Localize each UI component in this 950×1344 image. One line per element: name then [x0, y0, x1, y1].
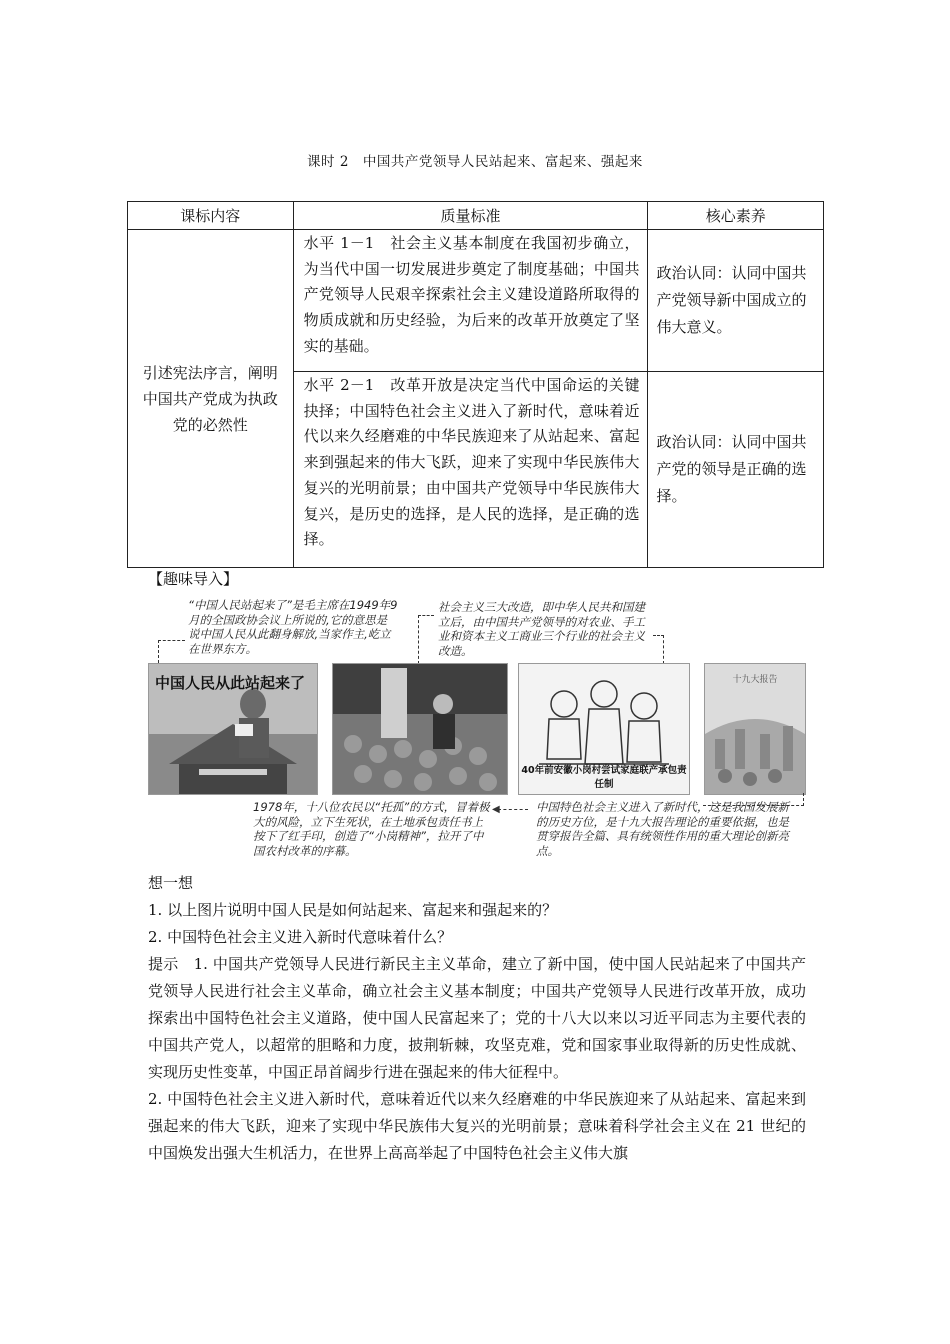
- question-2: 2. 中国特色社会主义进入新时代意味着什么？: [148, 928, 453, 946]
- caption-stand-up: “中国人民站起来了”是毛主席在1949年9月的全国政协会议上所说的,它的意思是说中国人民从此翻身解放,当家作主,屹立在世界东方。: [188, 598, 398, 656]
- arrow-connector: [418, 615, 434, 664]
- photo-title-text: 十九大报告: [732, 675, 778, 685]
- caption-new-era: 中国特色社会主义进入了新时代，这是我国发展新的历史方位，是十九大报告理论的重要依据，也是贯穿报告全篇、具有统领性作用的重大理论创新亮点。: [536, 800, 789, 858]
- answer-1: 提示 1. 中国共产党领导人民进行新民主主义革命，建立了新中国，使中国人民站起来了中国共产党领导人民进行社会主义革命，确立社会主义基本制度；中国共产党领导人民进行改革开放，成功探索出中国特色社会主义道路，使中国人民富起来了；党的十八大以来以习近平同志为主要代表的中国共产党人，以超常的胆略和力度，披荆斩棘，攻坚克难，党和国家事业取得新的历史性成就、实现历史性变革，中国正昂首阔步行进在强起来的伟大征程中。: [148, 955, 806, 1081]
- caption-xiaogang-spirit: 1978年，十八位农民以“托孤”的方式，冒着极大的风险，立下生死状，在土地承包责任书上按下了红手印，创造了“小岗精神”，拉开了中国农村改革的序幕。: [253, 800, 490, 858]
- answer-2: 2. 中国特色社会主义进入新时代，意味着近代以来久经磨难的中华民族迎来了从站起来、富起来到强起来的伟大飞跃，迎来了实现中华民族伟大复兴的光明前景；意味着科学社会主义在 21 世纪的中国焕发出强大生机活力，在世界上高高举起了中国特色社会主义伟大旗: [148, 1090, 806, 1162]
- header-core-literacy: 核心素养: [648, 202, 824, 230]
- quality-standard-cell: 水平 1－1 社会主义基本制度在我国初步确立，为当代中国一切发展进步奠定了制度基础；中国共产党领导人民艰辛探索社会主义建设道路所取得的物质成就和历史经验，为后来的改革开放奠定了坚实的基础。: [293, 230, 648, 372]
- lesson-title: 课时 2 中国共产党领导人民站起来、富起来、强起来: [307, 154, 643, 170]
- photo-title-text: 中国人民从此站起来了: [155, 674, 306, 692]
- question-1: 1. 以上图片说明中国人民是如何站起来、富起来和强起来的？: [148, 901, 558, 919]
- photo-founding-ceremony: [148, 663, 318, 795]
- arrow-connector: [158, 640, 185, 663]
- arrow-connector: [498, 809, 528, 810]
- think-section: [148, 870, 806, 1167]
- table-row: [128, 230, 824, 372]
- caption-socialist-transformation: 社会主义三大改造，即中华人民共和国建立后，由中国共产党领导的对农业、手工业和资本主义工商业三个行业的社会主义改造。: [438, 600, 645, 658]
- arrow-head-icon: ◀: [492, 804, 500, 815]
- crowd-image: [333, 664, 507, 794]
- intro-label: 【趣味导入】: [148, 570, 239, 588]
- core-literacy-cell: 政治认同：认同中国共产党的领导是正确的选择。: [648, 372, 824, 568]
- photo-crowd: [332, 663, 508, 795]
- think-heading: 想一想: [148, 874, 194, 892]
- photo-caption-text: 40年前安徽小岗村尝试家庭联产承包责任制: [521, 765, 687, 790]
- quality-standard-cell: 水平 2－1 改革开放是决定当代中国命运的关键抉择；中国特色社会主义进入了新时代，意味着近代以来久经磨难的中华民族迎来了从站起来、富起来到强起来的伟大飞跃，迎来了实现中华民族伟大复兴的光明前景；由中国共产党领导中华民族伟大复兴，是历史的选择，是人民的选择，是正确的选择。: [293, 372, 648, 568]
- core-literacy-cell: 政治认同：认同中国共产党领导新中国成立的伟大意义。: [648, 230, 824, 372]
- intro-figure: [148, 595, 808, 863]
- standards-table: [127, 201, 824, 568]
- table-header-row: [128, 202, 824, 230]
- header-quality-standard: 质量标准: [293, 202, 648, 230]
- photo-19th-congress: [704, 663, 806, 795]
- content-standard-cell: 引述宪法序言，阐明中国共产党成为执政党的必然性: [128, 230, 294, 568]
- arrow-connector: [653, 635, 664, 664]
- header-content-standard: 课标内容: [128, 202, 294, 230]
- photo-xiaogang-cartoon: [518, 663, 690, 795]
